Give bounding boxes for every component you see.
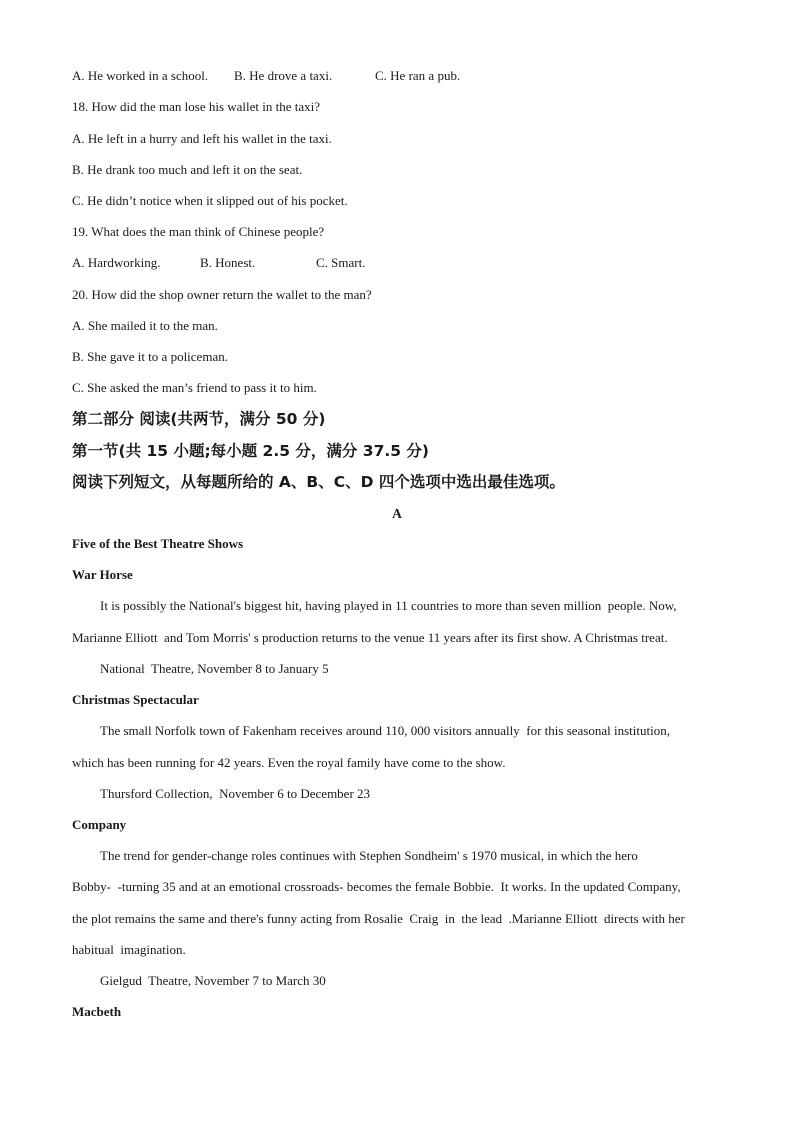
passage-letter: A (392, 506, 402, 521)
q19-option-b[interactable]: B. Honest. (200, 255, 256, 270)
passage-title: Five of the Best Theatre Shows (72, 536, 244, 551)
show-venue: National Theatre, November 8 to January 5 (100, 661, 329, 676)
q18-option-b[interactable]: B. He drank too much and left it on the seat. (72, 162, 303, 177)
show-title: Macbeth (72, 1004, 122, 1019)
show-text-line: Bobby- -turning 35 and at an emotional crossroads- becomes the female Bobbie. It works. In the updated Company, (72, 879, 681, 894)
q18-question: 18. How did the man lose his wallet in the taxi? (72, 99, 321, 114)
show-text-line: It is possibly the National's biggest hit, having played in 11 countries to more than seven million people. Now, (100, 598, 677, 613)
q18-option-a[interactable]: A. He left in a hurry and left his wallet in the taxi. (72, 131, 332, 146)
show-title: Christmas Spectacular (72, 692, 199, 707)
q17-option-a[interactable]: A. He worked in a school. (72, 68, 209, 83)
q19-question: 19. What does the man think of Chinese people? (72, 224, 325, 239)
show-text-line: The trend for gender-change roles continues with Stephen Sondheim' s 1970 musical, in which the hero (100, 848, 638, 863)
q20-option-a[interactable]: A. She mailed it to the man. (72, 318, 218, 333)
q17-option-b[interactable]: B. He drove a taxi. (234, 68, 333, 83)
q19-option-a[interactable]: A. Hardworking. (72, 255, 161, 270)
show-text-line: which has been running for 42 years. Even the royal family have come to the show. (72, 755, 506, 770)
show-title: War Horse (72, 567, 133, 582)
show-text-line: habitual imagination. (72, 942, 186, 957)
show-venue: Gielgud Theatre, November 7 to March 30 (100, 973, 326, 988)
show-text-line: the plot remains the same and there's funny acting from Rosalie Craig in the lead .Marianne Elliott directs with her (72, 911, 685, 926)
q20-question: 20. How did the shop owner return the wallet to the man? (72, 287, 372, 302)
part2-title: 第二部分 阅读(共两节，满分 50 分) (72, 410, 326, 428)
q18-option-c[interactable]: C. He didn’t notice when it slipped out of his pocket. (72, 193, 348, 208)
show-venue: Thursford Collection, November 6 to December 23 (100, 786, 371, 801)
q20-option-b[interactable]: B. She gave it to a policeman. (72, 349, 228, 364)
section1-title: 第一节(共 15 小题;每小题 2.5 分，满分 37.5 分) (72, 442, 430, 460)
instruction: 阅读下列短文，从每题所给的 A、B、C、D 四个选项中选出最佳选项。 (72, 473, 565, 491)
q20-option-c[interactable]: C. She asked the man’s friend to pass it to him. (72, 380, 317, 395)
q19-option-c[interactable]: C. Smart. (316, 255, 366, 270)
show-title: Company (72, 817, 127, 832)
show-text-line: Marianne Elliott and Tom Morris' s production returns to the venue 11 years after its first show. A Christmas treat. (72, 630, 668, 645)
q17-option-c[interactable]: C. He ran a pub. (375, 68, 461, 83)
show-text-line: The small Norfolk town of Fakenham receives around 110, 000 visitors annually for this seasonal institution, (100, 723, 670, 738)
